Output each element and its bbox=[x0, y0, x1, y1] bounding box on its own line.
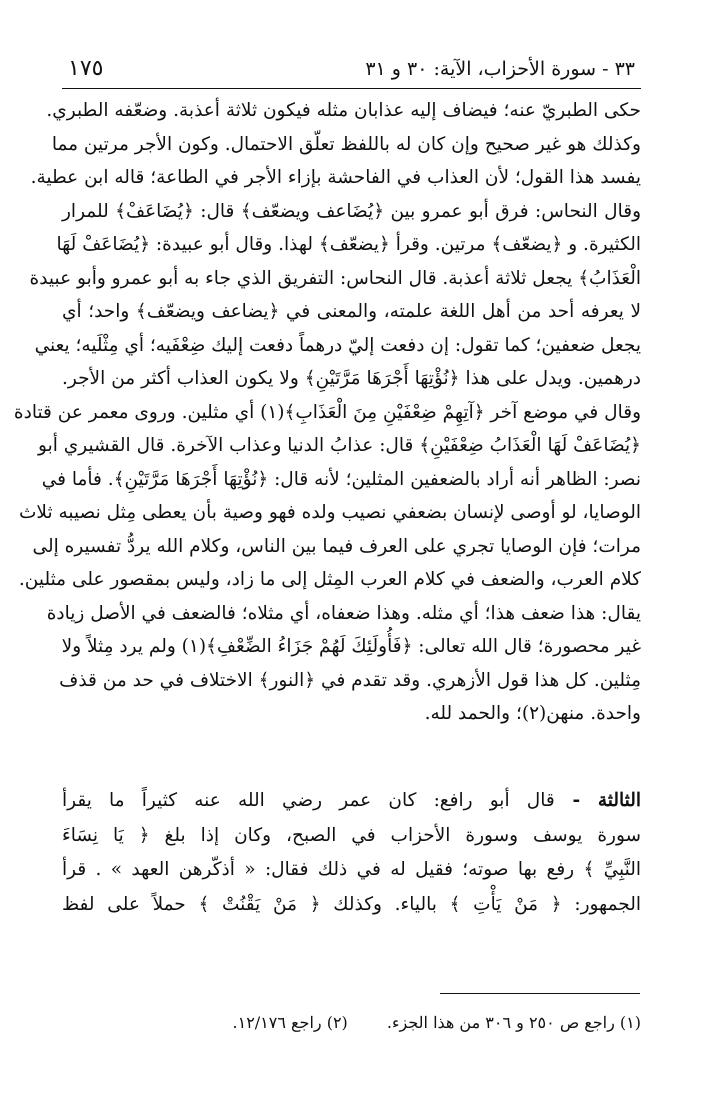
footnote-divider bbox=[440, 993, 640, 994]
footnotes bbox=[62, 1010, 641, 1036]
text-line: نصر: الظاهر أنه أراد بالضعفين المثلين؛ لأنه قال: ﴿نُؤْتِهَا أَجْرَهَا مَرَّتَيْنِ﴾. فأما في bbox=[41, 468, 641, 490]
text-line: النَّبِيِّ ﴾ رفع بها صوته؛ فقيل له في ذلك فقال: « أذكّرهن العهد » . قرأ bbox=[62, 859, 641, 880]
text-line: حكى الطبريّ عنه؛ فيضاف إليه عذابان مثله فيكون ثلاثة أعذبة. وضعّفه الطبري. bbox=[46, 100, 641, 121]
running-title: ٣٣ - سورة الأحزاب، الآية: ٣٠ و ٣١ bbox=[365, 58, 635, 80]
text-line: وقال في موضع آخر ﴿آتِهِمْ ضِعْفَيْنِ مِنَ الْعَذَابِ﴾(١) أي مثلين. وروى معمر عن قتادة bbox=[13, 401, 641, 423]
text-line: مرات؛ فإن الوصايا تجري على العرف فيما بين الناس، وكلام الله يردُّ تفسيره إلى bbox=[32, 535, 641, 557]
page-number: ١٧٥ bbox=[68, 56, 104, 81]
text-line: درهمين. ويدل على هذا ﴿نُؤْتِهَا أَجْرَهَا مَرَّتَيْنِ﴾ ولا يكون العذاب أكثر من الأجر. bbox=[62, 368, 641, 389]
text-line: مِثلين. كل هذا قول الأزهري. وقد تقدم في ﴿النور﴾ الاختلاف في حد من قذف bbox=[59, 669, 641, 691]
text-line: يقال: هذا ضعف هذا؛ أي مثله. وهذا ضعفاه، أي مثلاه؛ فالضعف في الأصل زيادة bbox=[46, 602, 641, 624]
page-header bbox=[62, 52, 641, 89]
text-line: واحدة. منهن(٢)؛ والحمد لله. bbox=[424, 703, 641, 724]
text-line: يفسد هذا القول؛ لأن العذاب في الفاحشة بإزاء الأجر في الطاعة؛ قاله ابن عطية. bbox=[30, 167, 641, 188]
text-line: سورة يوسف وسورة الأحزاب في الصبح، وكان إذا بلغ ﴿ يَا نِسَاءَ bbox=[62, 824, 641, 846]
text-line: وكذلك هو غير صحيح وإن كان له باللفظ تعلّق الاحتمال. وكون الأجر مرتين مما bbox=[51, 133, 641, 155]
text-line: الكثيرة. و ﴿يضعّف﴾ مرتين. وقرأ ﴿يضعّف﴾ لهذا. وقال أبو عبيدة: ﴿يُضَاعَفْ لَهَا bbox=[56, 234, 641, 255]
body-text bbox=[13, 94, 641, 731]
text-line: الجمهور: ﴿ مَنْ يَأْتِ ﴾ بالياء. وكذلك ﴿ مَنْ يَقْنُتْ ﴾ حملاً على لفظ bbox=[62, 893, 641, 915]
footnote-2: (٢) راجع ١٢/١٧٦. bbox=[232, 1013, 348, 1032]
text-line: كلام العرب، والضعف في كلام العرب المِثل إلى ما زاد، وليس بمقصور على مثلين. bbox=[18, 569, 641, 590]
text-line: وقال النحاس: فرق أبو عمرو بين ﴿يُضَاعف ويضعّف﴾ قال: ﴿يُضَاعَفْ﴾ للمرار bbox=[62, 200, 641, 222]
text-line: الْعَذَابُ﴾ يجعل ثلاثة أعذبة. قال النحاس: التفريق الذي جاء به أبو عمرو وأبو عبيدة bbox=[29, 267, 641, 289]
section-label: الثالثة - bbox=[554, 790, 641, 811]
section-first-line bbox=[62, 784, 641, 819]
text-line: الوصايا، لو أوصى لإنسان بضعفي نصيب ولده فهو وصية بأن يعطى مِثل نصيبه ثلاث bbox=[18, 502, 641, 523]
section-line-text: قال أبو رافع: كان عمر رضي الله عنه كثيراً ما يقرأ bbox=[62, 790, 555, 811]
text-line: لا يعرفه أحد من أهل اللغة علمته، والمعنى في ﴿يضاعف ويضعّف﴾ واحد؛ أي bbox=[62, 301, 641, 322]
text-line: غير محصورة؛ قال الله تعالى: ﴿فَأُولَئِكَ لَهُمْ جَزَاءُ الضِّعْفِ﴾(١) ولم يرد مِثلاً ولا bbox=[61, 636, 641, 657]
text-line: ﴿يُضَاعَفْ لَهَا الْعَذَابُ ضِعْفَيْنِ﴾ قال: عذابُ الدنيا وعذاب الآخرة. قال القشيري أبو bbox=[38, 435, 641, 456]
footnote-1: (١) راجع ص ٢٥٠ و ٣٠٦ من هذا الجزء. bbox=[386, 1013, 641, 1032]
text-line: يجعل ضعفين؛ كما تقول: إن دفعت إليّ درهماً دفعت إليك ضِعْفَيه؛ أي مِثْلَيه؛ يعني bbox=[34, 334, 641, 356]
section-third bbox=[62, 784, 641, 922]
